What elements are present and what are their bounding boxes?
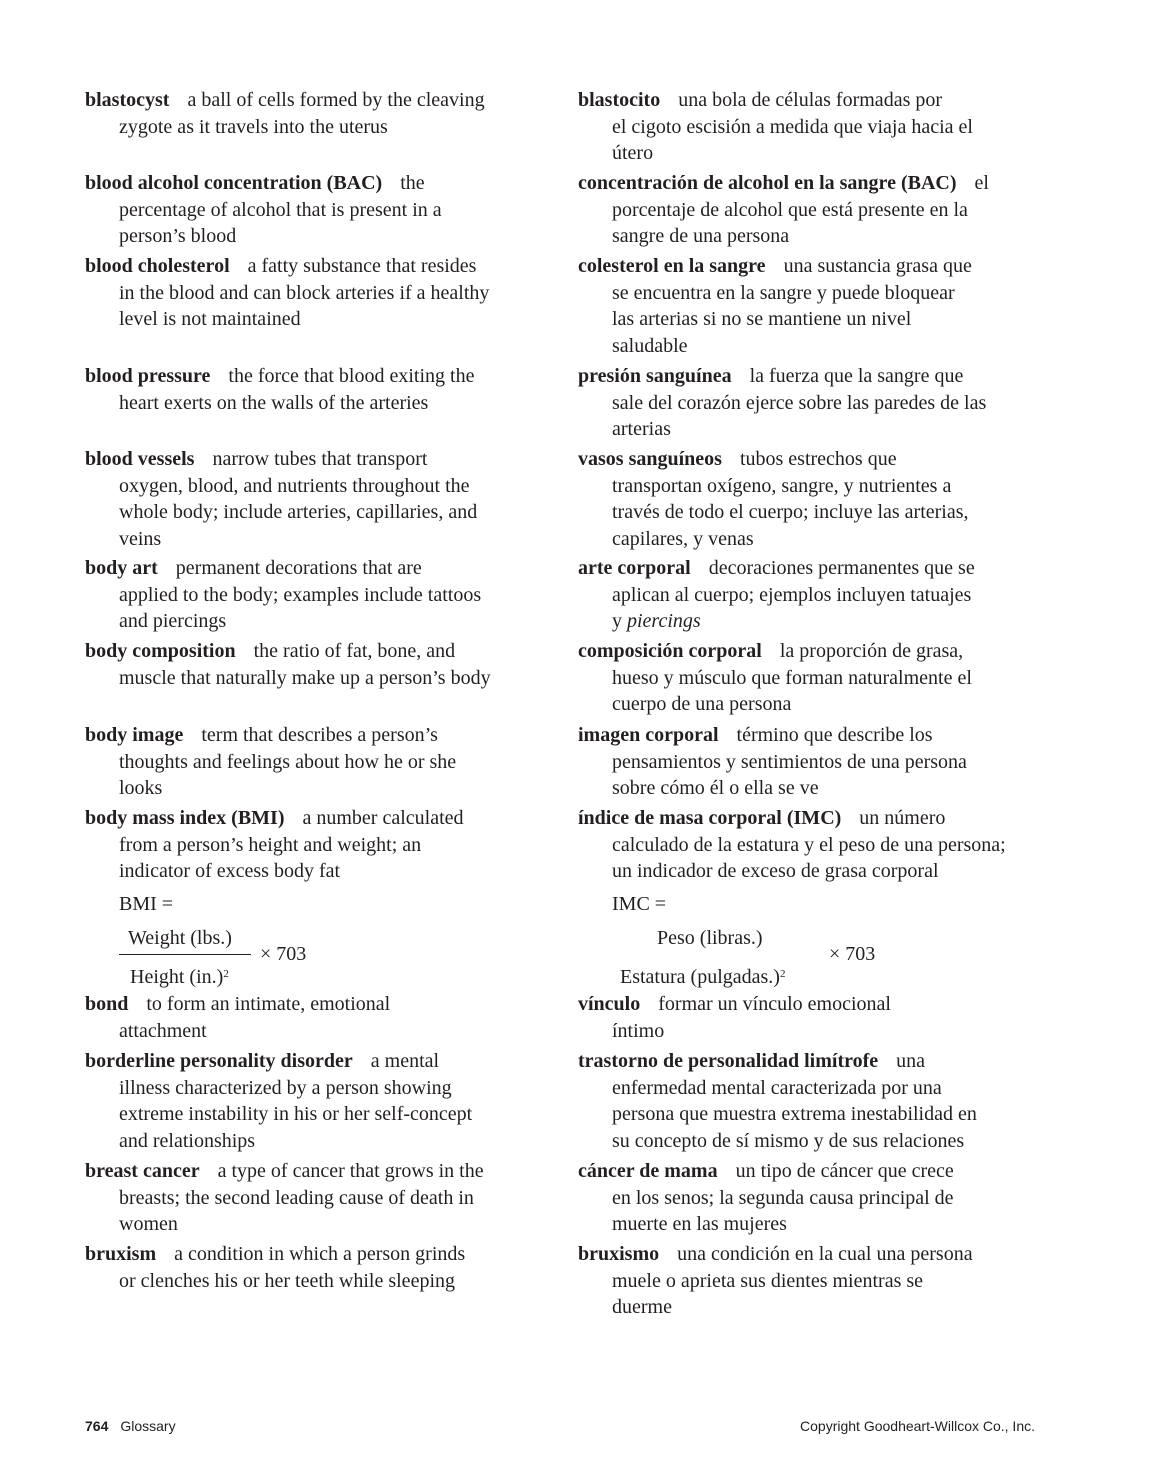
glossary-entry <box>85 363 474 416</box>
glossary-term: vínculo <box>578 993 641 1015</box>
definition-text: calculado de la estatura y el peso de una persona; <box>612 833 1006 856</box>
glossary-term: imagen corporal <box>578 724 719 746</box>
definition-text: hueso y músculo que forman naturalmente el <box>612 666 972 689</box>
definition-line <box>578 114 973 141</box>
definition-line <box>85 582 481 609</box>
definition-text: la proporción de grasa, <box>779 640 964 662</box>
definition-text: el <box>974 172 989 194</box>
definition-line <box>85 1018 390 1045</box>
glossary-entry <box>85 805 464 988</box>
definition-line <box>85 638 491 665</box>
glossary-entry <box>578 446 969 552</box>
formula-multiplier: × 703 <box>260 942 307 965</box>
definition-line <box>578 608 975 635</box>
definition-line <box>85 363 474 390</box>
glossary-entry <box>578 638 972 718</box>
formula-fraction <box>612 925 1006 988</box>
definition-line <box>578 1048 977 1075</box>
definition-text: and piercings <box>119 610 227 632</box>
definition-text: attachment <box>119 1019 207 1042</box>
bmi-formula <box>578 891 1006 988</box>
definition-text: oxygen, blood, and nutrients throughout the <box>119 474 470 497</box>
definition-text: través de todo el cuerpo; incluye las arterias, <box>612 501 969 523</box>
page-number: 764 <box>85 1418 109 1434</box>
definition-line <box>85 1185 484 1212</box>
glossary-term: blastocito <box>578 89 661 111</box>
definition-line <box>85 722 456 749</box>
formula-denominator-text: Height (in.) <box>130 965 224 988</box>
bmi-formula <box>85 891 464 988</box>
definition-line <box>578 1268 973 1295</box>
definition-line <box>85 253 489 280</box>
definition-line <box>578 832 1006 859</box>
definition-line <box>578 280 972 307</box>
definition-line <box>578 638 972 665</box>
definition-text: cuerpo de una persona <box>612 693 792 715</box>
definition-text: duerme <box>612 1296 672 1318</box>
definition-italic: piercings <box>627 610 701 632</box>
definition-line <box>85 390 474 417</box>
glossary-entry <box>578 555 975 635</box>
definition-text: un tipo de cáncer que crece <box>735 1160 954 1182</box>
definition-text: a number calculated <box>302 807 464 829</box>
definition-line <box>85 499 477 526</box>
glossary-entry <box>578 991 891 1044</box>
definition-text: sobre cómo él o ella se ve <box>612 777 819 799</box>
definition-text: decoraciones permanentes que se <box>708 557 975 579</box>
definition-text: íntimo <box>612 1019 665 1042</box>
glossary-term: bruxismo <box>578 1243 660 1265</box>
glossary-entry <box>578 1158 954 1238</box>
definition-line <box>85 114 485 141</box>
glossary-entry <box>85 991 390 1044</box>
glossary-entry <box>578 87 973 167</box>
footer-left <box>85 1418 176 1434</box>
definition-text: útero <box>612 142 654 164</box>
definition-line <box>578 197 989 224</box>
formula-fraction <box>119 925 464 988</box>
definition-line <box>85 1211 484 1238</box>
formula-denominator <box>620 961 785 991</box>
glossary-entry <box>578 363 986 443</box>
definition-text: the ratio of fat, bone, and <box>253 640 456 662</box>
definition-text: las arterias si no se mantiene un nivel <box>612 308 912 330</box>
definition-line <box>578 749 967 776</box>
definition-line <box>578 473 969 500</box>
definition-text: level is not maintained <box>119 308 301 330</box>
definition-text: muscle that naturally make up a person’s body <box>119 666 491 689</box>
definition-text: la fuerza que la sangre que <box>749 365 964 387</box>
section-name: Glossary <box>120 1418 176 1434</box>
definition-line <box>578 1101 977 1128</box>
glossary-term: trastorno de personalidad limítrofe <box>578 1050 879 1072</box>
glossary-term: índice de masa corporal (IMC) <box>578 807 842 829</box>
glossary-term: body composition <box>85 640 236 662</box>
definition-line <box>85 1158 484 1185</box>
formula-denominator <box>130 961 229 991</box>
definition-text: tubos estrechos que <box>739 448 897 470</box>
copyright: Copyright Goodheart-Willcox Co., Inc. <box>800 1418 1035 1434</box>
definition-text: person’s blood <box>119 225 237 247</box>
glossary-term: borderline personality disorder <box>85 1050 353 1072</box>
definition-line <box>578 991 891 1018</box>
definition-line <box>578 1128 977 1155</box>
glossary-term: composición corporal <box>578 640 762 662</box>
formula-denominator-text: Estatura (pulgadas.) <box>620 965 780 988</box>
definition-line <box>578 1018 891 1045</box>
definition-line <box>85 1128 472 1155</box>
definition-text: permanent decorations that are <box>175 557 422 579</box>
definition-line <box>578 1294 973 1321</box>
glossary-term: concentración de alcohol en la sangre (BAC) <box>578 172 957 194</box>
definition-line <box>578 363 986 390</box>
definition-text: a mental <box>370 1050 440 1072</box>
glossary-entry <box>85 1158 484 1238</box>
definition-text: a ball of cells formed by the cleaving <box>187 89 485 111</box>
definition-line <box>578 499 969 526</box>
definition-line <box>578 87 973 114</box>
definition-text: transportan oxígeno, sangre, y nutrientes a <box>612 474 952 497</box>
definition-line <box>85 526 477 553</box>
glossary-entry <box>578 722 967 802</box>
definition-text: narrow tubes that transport <box>212 448 428 470</box>
definition-text: looks <box>119 777 163 799</box>
glossary-entry <box>578 253 972 359</box>
definition-text: illness characterized by a person showing <box>119 1076 452 1099</box>
glossary-entry <box>85 170 442 250</box>
definition-text: whole body; include arteries, capillaries, and <box>119 501 478 523</box>
definition-line <box>85 87 485 114</box>
definition-line <box>85 832 464 859</box>
definition-line <box>578 858 1006 885</box>
definition-text: porcentaje de alcohol que está presente en la <box>612 198 968 221</box>
glossary-term: presión sanguínea <box>578 365 732 387</box>
glossary-entry <box>578 170 989 250</box>
definition-text: formar un vínculo emocional <box>658 993 891 1015</box>
glossary-entry <box>578 805 1006 988</box>
glossary-entry <box>578 1241 973 1321</box>
definition-line <box>85 991 390 1018</box>
definition-line <box>578 1075 977 1102</box>
definition-text: heart exerts on the walls of the arteries <box>119 391 429 414</box>
definition-text: sangre de una persona <box>612 225 790 247</box>
definition-line <box>578 805 1006 832</box>
definition-line <box>578 691 972 718</box>
definition-line <box>85 1101 472 1128</box>
formula-numerator: Peso (libras.) <box>657 926 763 949</box>
definition-line <box>578 390 986 417</box>
glossary-term: body art <box>85 557 158 579</box>
definition-text: a type of cancer that grows in the <box>217 1160 484 1182</box>
definition-line <box>578 416 986 443</box>
definition-line <box>85 223 442 250</box>
definition-text: se encuentra en la sangre y puede bloquear <box>612 281 955 304</box>
definition-line <box>85 1241 465 1268</box>
glossary-entry <box>85 555 481 635</box>
definition-text: extreme instability in his or her self-concept <box>119 1103 473 1125</box>
glossary-entry <box>85 1048 472 1154</box>
definition-line <box>578 582 975 609</box>
definition-line <box>85 446 477 473</box>
definition-line <box>85 608 481 635</box>
definition-line <box>85 306 489 333</box>
formula-multiplier: × 703 <box>829 942 876 965</box>
definition-line <box>578 722 967 749</box>
definition-text: saludable <box>612 334 688 357</box>
definition-text: veins <box>119 527 162 550</box>
definition-line <box>578 1185 954 1212</box>
definition-line <box>578 140 973 167</box>
definition-text: en los senos; la segunda causa principal de <box>612 1186 954 1209</box>
definition-text: enfermedad mental caracterizada por una <box>612 1076 942 1099</box>
definition-text: término que describe los <box>736 724 933 746</box>
definition-text: or clenches his or her teeth while sleeping <box>119 1269 455 1292</box>
definition-text: capilares, y venas <box>612 527 754 550</box>
glossary-entry <box>85 722 456 802</box>
definition-text: aplican al cuerpo; ejemplos incluyen tatuajes <box>612 583 972 606</box>
definition-line <box>578 446 969 473</box>
definition-line <box>85 805 464 832</box>
glossary-entry <box>85 638 491 691</box>
definition-text: from a person’s height and weight; an <box>119 833 422 856</box>
definition-line <box>85 1268 465 1295</box>
definition-line <box>85 473 477 500</box>
definition-text: el cigoto escisión a medida que viaja hacia el <box>612 115 973 138</box>
glossary-term: cáncer de mama <box>578 1160 718 1182</box>
definition-line <box>578 253 972 280</box>
definition-line <box>85 775 456 802</box>
definition-line <box>85 1048 472 1075</box>
definition-text: zygote as it travels into the uterus <box>119 115 388 138</box>
definition-line <box>85 665 491 692</box>
definition-line <box>578 555 975 582</box>
formula-exponent: 2 <box>223 967 229 980</box>
definition-text: una condición en la cual una persona <box>677 1243 973 1265</box>
definition-text: arterias <box>612 418 671 440</box>
glossary-term: blood cholesterol <box>85 255 230 277</box>
definition-line <box>578 1211 954 1238</box>
formula-lhs: BMI = <box>119 892 174 915</box>
definition-text: persona que muestra extrema inestabilidad en <box>612 1103 977 1125</box>
definition-text: sale del corazón ejerce sobre las paredes de las <box>612 391 987 414</box>
definition-text: to form an intimate, emotional <box>146 993 391 1015</box>
definition-text: su concepto de sí mismo y de sus relaciones <box>612 1129 965 1152</box>
glossary-term: body mass index (BMI) <box>85 807 285 829</box>
glossary-term: colesterol en la sangre <box>578 255 766 277</box>
definition-text: pensamientos y sentimientos de una persona <box>612 750 967 773</box>
definition-text: term that describes a person’s <box>201 724 438 746</box>
definition-text: una sustancia grasa que <box>783 255 972 277</box>
definition-text: the force that blood exiting the <box>228 365 475 387</box>
definition-line <box>578 306 972 333</box>
glossary-term: blood vessels <box>85 448 195 470</box>
definition-line <box>578 333 972 360</box>
definition-line <box>578 526 969 553</box>
glossary-entry <box>85 87 485 140</box>
definition-text: in the blood and can block arteries if a healthy <box>119 281 490 304</box>
definition-line <box>578 1158 954 1185</box>
definition-text: women <box>119 1213 178 1235</box>
formula-exponent: 2 <box>779 967 786 980</box>
glossary-entry <box>85 253 489 333</box>
fraction-bar <box>119 954 251 955</box>
glossary-entry <box>85 446 477 552</box>
definition-line <box>85 858 464 885</box>
definition-text: un indicador de exceso de grasa corporal <box>612 860 939 882</box>
definition-line <box>85 170 442 197</box>
definition-text: applied to the body; examples include tattoos <box>119 583 482 606</box>
definition-line <box>578 170 989 197</box>
definition-text: thoughts and feelings about how he or she <box>119 750 457 773</box>
glossary-term: breast cancer <box>85 1160 200 1182</box>
glossary-term: blastocyst <box>85 89 170 111</box>
glossary-term: arte corporal <box>578 557 691 579</box>
definition-line <box>578 775 967 802</box>
definition-line <box>85 197 442 224</box>
definition-line <box>578 1241 973 1268</box>
glossary-term: blood alcohol concentration (BAC) <box>85 172 383 194</box>
glossary-term: bond <box>85 993 129 1015</box>
formula-lhs: IMC = <box>612 892 667 915</box>
glossary-entry <box>85 1241 465 1294</box>
definition-text: indicator of excess body fat <box>119 860 341 882</box>
definition-text: and relationships <box>119 1129 256 1152</box>
glossary-term: vasos sanguíneos <box>578 448 722 470</box>
glossary-term: bruxism <box>85 1243 157 1265</box>
definition-text: breasts; the second leading cause of death in <box>119 1186 474 1209</box>
definition-line <box>578 665 972 692</box>
glossary-term: blood pressure <box>85 365 211 387</box>
definition-text: a condition in which a person grinds <box>174 1243 466 1265</box>
formula-numerator: Weight (lbs.) <box>128 926 232 949</box>
definition-text: una bola de células formadas por <box>678 89 943 111</box>
definition-text: the <box>400 172 425 194</box>
definition-text: muele o aprieta sus dientes mientras se <box>612 1269 924 1292</box>
glossary-entry <box>578 1048 977 1154</box>
definition-text: muerte en las mujeres <box>612 1213 787 1235</box>
glossary-term: body image <box>85 724 184 746</box>
definition-text: un número <box>859 807 946 829</box>
definition-line <box>85 749 456 776</box>
definition-text: una <box>896 1050 926 1072</box>
definition-text: y <box>612 610 622 632</box>
definition-text: percentage of alcohol that is present in a <box>119 198 442 221</box>
definition-line <box>85 1075 472 1102</box>
definition-text: a fatty substance that resides <box>247 255 477 277</box>
definition-line <box>85 555 481 582</box>
definition-line <box>578 223 989 250</box>
definition-line <box>85 280 489 307</box>
